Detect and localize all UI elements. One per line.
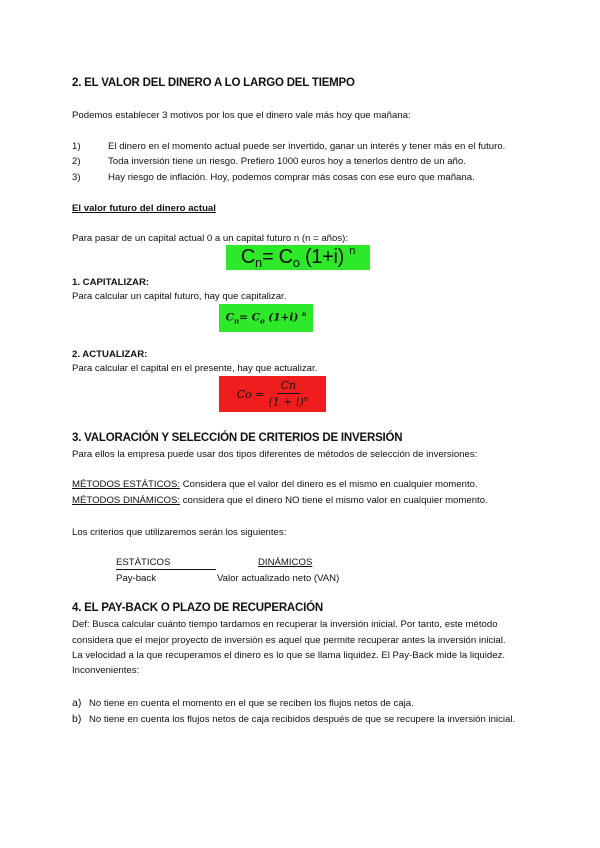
- capitalizar-text: Para calcular un capital futuro, hay que capitalizar.: [72, 291, 287, 302]
- col-dynamic-header: DINÁMICOS: [258, 557, 313, 568]
- actualizar-title: 2. ACTUALIZAR:: [72, 349, 148, 360]
- motive-text: El dinero en el momento actual puede ser invertido, ganar un interés y tener más en el futuro.: [108, 141, 506, 152]
- formula-capitalizar: $C_n= C_o$ (1+i) $^n$: [225, 310, 307, 326]
- formula-main-box: [226, 245, 370, 270]
- actualizar-text: Para calcular el capital en el presente, hay que actualizar.: [72, 363, 318, 374]
- formula-actualizar-box: [219, 376, 326, 412]
- subheading-future-value: El valor futuro del dinero actual: [72, 203, 216, 214]
- pass-text: Para pasar de un capital actual 0 a un capital futuro n (n = años):: [72, 233, 348, 244]
- criteria-text: Los criterios que utilizaremos serán los siguientes:: [72, 527, 287, 538]
- inconvenientes-label: Inconvenientes:: [72, 665, 140, 676]
- section-3-intro: Para ellos la empresa puede usar dos tipos diferentes de métodos de selección de inversiones:: [72, 449, 478, 460]
- formula-actualizar: Co = $\frac{Cn}{(1 + i)^n}$: [236, 379, 309, 409]
- dynamic-methods-line: MÉTODOS DINÁMICOS: considera que el dinero NO tiene el mismo valor en cualquier momento.: [72, 495, 488, 506]
- list-item: No tiene en cuenta el momento en el que se reciben los flujos netos de caja.: [89, 698, 414, 709]
- col-static-header: ESTÁTICOS: [116, 557, 216, 570]
- motive-number: 2): [72, 156, 81, 167]
- motive-number: 1): [72, 141, 81, 152]
- dynamic-methods-label: MÉTODOS DINÁMICOS:: [72, 495, 181, 506]
- section-3-heading: 3. VALORACIÓN Y SELECCIÓN DE CRITERIOS DE INVERSIÓN: [72, 432, 403, 444]
- formula-capitalizar-box: [219, 304, 313, 332]
- section-2-intro: Podemos establecer 3 motivos por los que el dinero vale más hoy que mañana:: [72, 110, 411, 121]
- motive-text: Hay riesgo de inflación. Hoy, podemos comprar más cosas con ese euro que mañana.: [108, 172, 475, 183]
- static-criterion: Pay-back: [116, 573, 156, 584]
- motive-text: Toda inversión tiene un riesgo. Prefiero 1000 euros hoy a tenerlos dentro de un año.: [108, 156, 466, 167]
- section-4-heading: 4. EL PAY-BACK O PLAZO DE RECUPERACIÓN: [72, 602, 323, 614]
- definition-line: Def: Busca calcular cuánto tiempo tardamos en recuperar la inversión inicial. Por tanto, este método: [72, 619, 498, 630]
- motive-number: 3): [72, 172, 81, 183]
- static-methods-label: MÉTODOS ESTÁTICOS:: [72, 479, 181, 490]
- definition-line: La velocidad a la que recuperamos el dinero es lo que se llama liquidez. El Pay-Back mide la liquidez.: [72, 650, 506, 661]
- list-letter: b): [72, 713, 82, 725]
- formula-main: $C_n= C_o$ (1+i) $^n$: [240, 245, 356, 270]
- section-2-heading: 2. EL VALOR DEL DINERO A LO LARGO DEL TIEMPO: [72, 77, 355, 89]
- definition-line: considera que el mejor proyecto de inversión es aquel que permite recuperar antes la inversión inicial.: [72, 635, 506, 646]
- static-methods-line: MÉTODOS ESTÁTICOS: Considera que el valor del dinero es el mismo en cualquier momento.: [72, 479, 478, 490]
- dynamic-criterion: Valor actualizado neto (VAN): [217, 573, 340, 584]
- list-letter: a): [72, 697, 82, 709]
- capitalizar-title: 1. CAPITALIZAR:: [72, 277, 150, 288]
- list-item: No tiene en cuenta los flujos netos de caja recibidos después de que se recupere la inversión inicial.: [89, 714, 516, 725]
